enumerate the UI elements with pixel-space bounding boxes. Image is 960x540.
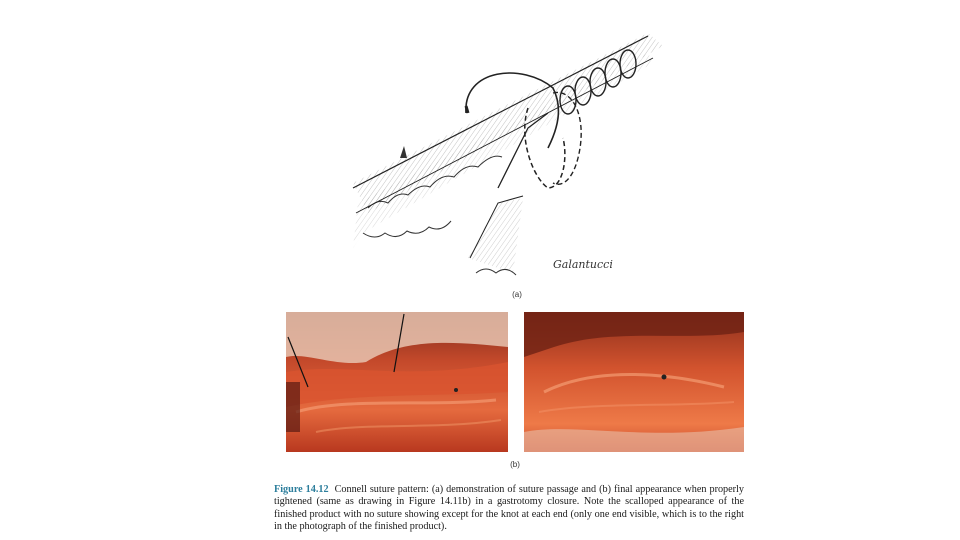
- panel-b-label: (b): [510, 460, 520, 469]
- photo-finished-closure: [524, 312, 744, 452]
- panel-a-label: (a): [512, 290, 522, 299]
- figure-number: Figure 14.12: [274, 484, 329, 495]
- suture-drawing: [348, 18, 670, 286]
- figure-caption: [274, 484, 744, 534]
- photo-suture-passage: [286, 312, 508, 452]
- artist-signature: Galantucci: [553, 258, 613, 271]
- caption-text: Connell suture pattern: (a) demonstration of suture passage and (b) final appearance when properly tightened (same as drawing in Figure 14.11b) in a gastrotomy closure. Note the scalloped appearance of the finished product with no suture showing except for the knot at each end (only one end visible, which is to the right in the photograph of the finished product).: [274, 484, 744, 533]
